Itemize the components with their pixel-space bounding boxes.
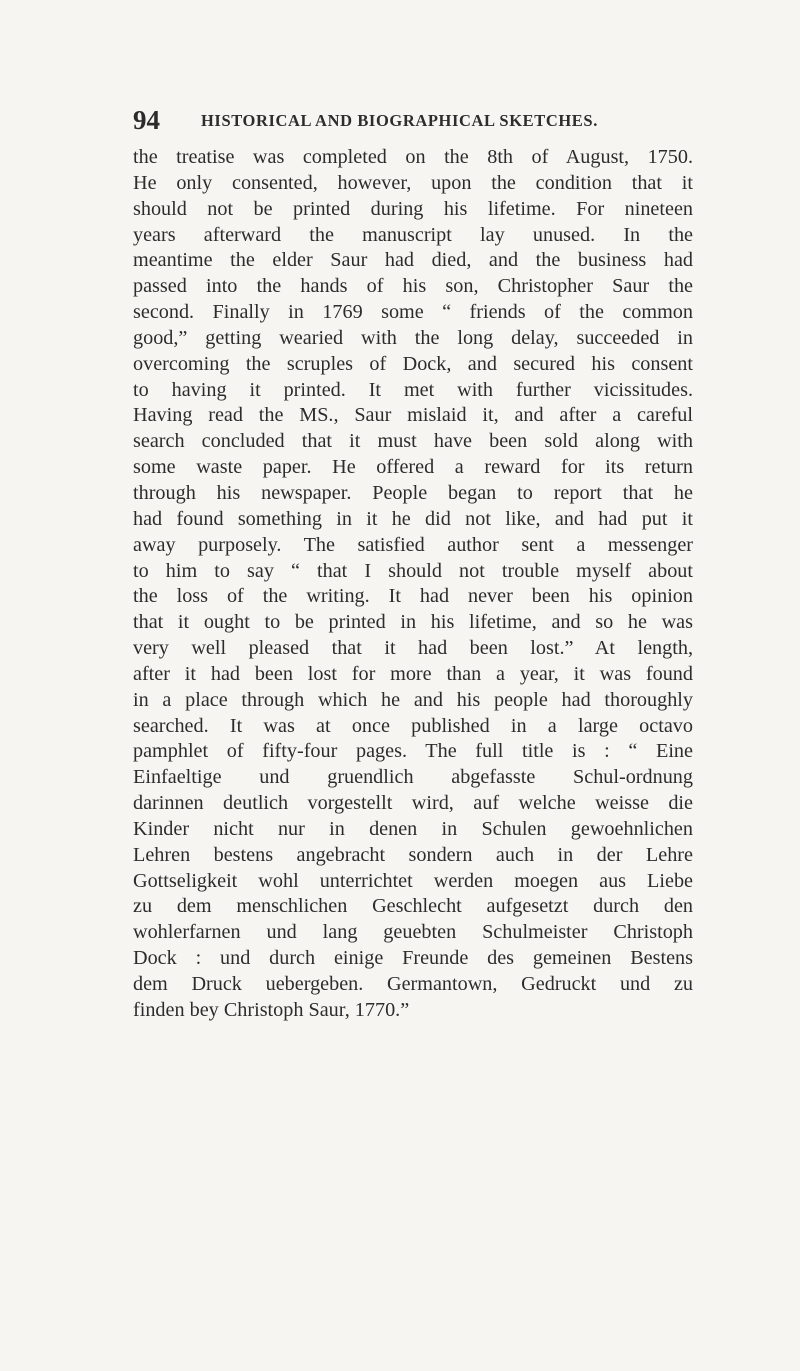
text-line: very well pleased that it had been lost.” At length, xyxy=(133,637,693,660)
text-line: some waste paper. He offered a reward for its return xyxy=(133,456,693,479)
text-line: through his newspaper. People began to report that he xyxy=(133,481,693,504)
text-line: pamphlet of fifty-four pages. The full title is : “ Eine xyxy=(133,740,693,763)
text-line: in a place through which he and his people had thoroughly xyxy=(133,688,693,711)
text-line: He only consented, however, upon the condition that it xyxy=(133,171,693,194)
text-line: overcoming the scruples of Dock, and secured his consent xyxy=(133,352,693,375)
text-line: dem Druck uebergeben. Germantown, Gedruckt und zu xyxy=(133,973,693,995)
text-line: search concluded that it must have been sold along with xyxy=(133,430,693,453)
text-line: zu dem menschlichen Geschlecht aufgesetzt durch den xyxy=(133,895,693,918)
body-text xyxy=(133,145,693,1024)
text-line: away purposely. The satisfied author sent a messenger xyxy=(133,533,693,556)
text-line: passed into the hands of his son, Christopher Saur the xyxy=(133,275,693,298)
text-line: searched. It was at once published in a large octavo xyxy=(133,714,693,737)
text-line: good,” getting wearied with the long delay, succeeded in xyxy=(133,326,693,349)
text-line: after it had been lost for more than a year, it was found xyxy=(133,662,693,685)
text-line: Kinder nicht nur in denen in Schulen gewoehnlichen xyxy=(133,817,693,840)
text-line: to having it printed. It met with further vicissitudes. xyxy=(133,378,693,401)
text-line: Dock : und durch einige Freunde des gemeinen Bestens xyxy=(133,947,693,970)
text-line: the loss of the writing. It had never been his opinion xyxy=(133,585,693,608)
text-line: that it ought to be printed in his lifetime, and so he was xyxy=(133,611,693,634)
text-line: wohlerfarnen und lang geuebten Schulmeister Christoph xyxy=(133,921,693,944)
text-line: Einfaeltige und gruendlich abgefasste Schul-ordnung xyxy=(133,766,693,789)
text-line: to him to say “ that I should not trouble myself about xyxy=(133,559,693,582)
text-line: had found something in it he did not like, and had put it xyxy=(133,507,693,530)
page-header xyxy=(133,103,693,137)
running-head: HISTORICAL AND BIOGRAPHICAL SKETCHES. xyxy=(201,111,598,130)
text-line: Gottseligkeit wohl unterrichtet werden moegen aus Liebe xyxy=(133,869,693,892)
text-line: Having read the MS., Saur mislaid it, and after a careful xyxy=(133,404,693,427)
text-line: years afterward the manuscript lay unused. In the xyxy=(133,223,693,246)
text-line: Lehren bestens angebracht sondern auch in der Lehre xyxy=(133,843,693,866)
text-line: meantime the elder Saur had died, and the business had xyxy=(133,249,693,272)
text-line: should not be printed during his lifetime. For nineteen xyxy=(133,197,693,220)
text-line: finden bey Christoph Saur, 1770.” xyxy=(133,998,410,1021)
text-line: darinnen deutlich vorgestellt wird, auf welche weisse die xyxy=(133,792,693,815)
text-line: second. Finally in 1769 some “ friends of the common xyxy=(133,301,693,324)
page-number: 94 xyxy=(133,105,160,135)
text-line: the treatise was completed on the 8th of August, 1750. xyxy=(133,146,693,168)
